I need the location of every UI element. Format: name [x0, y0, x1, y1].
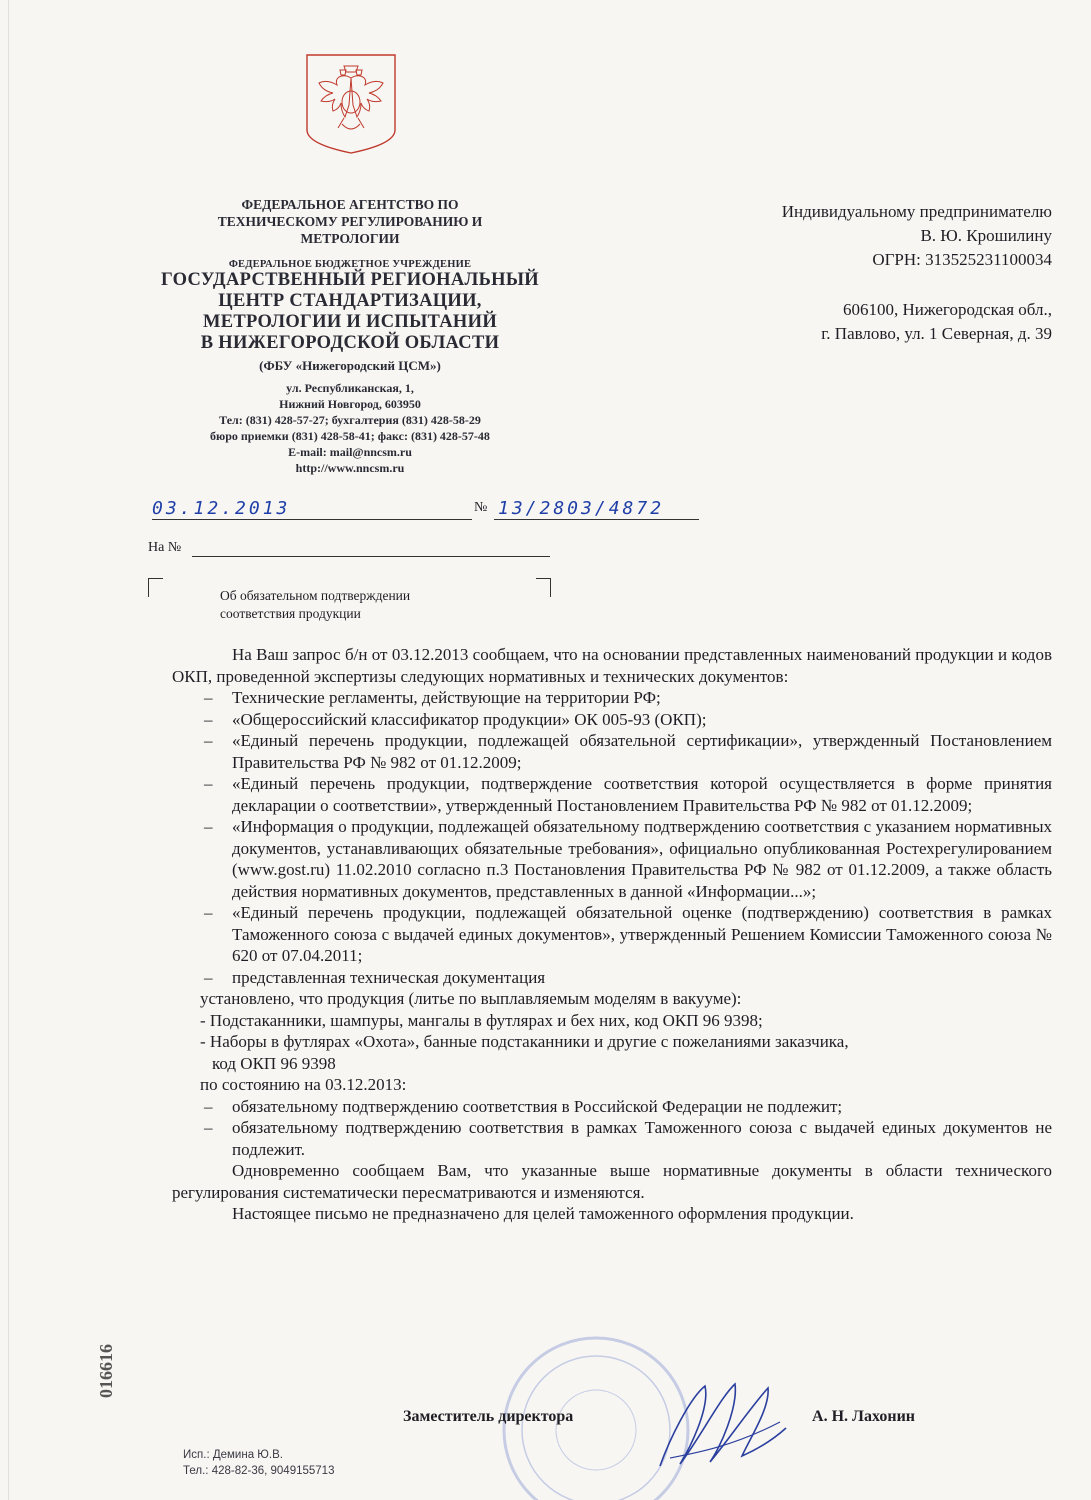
letter-body [172, 644, 1052, 1225]
state-line: по состоянию на 03.12.2013: [200, 1075, 407, 1094]
serial-number-area [94, 1330, 120, 1400]
institution-name: ГОСУДАРСТВЕННЫЙ РЕГИОНАЛЬНЫЙ ЦЕНТР СТАНДАРТИЗАЦИИ, МЕТРОЛОГИИ И ИСПЫТАНИЙ В НИЖЕГОРОДСКОЙ ОБЛАСТИ [160, 270, 539, 353]
recipient-name: В. Ю. Крошилину [920, 226, 1052, 245]
coat-of-arms-icon [304, 52, 398, 156]
reference-label: На № [148, 540, 182, 555]
recipient-block [652, 200, 1052, 346]
date-underline [152, 519, 472, 520]
purpose-paragraph: Настоящее письмо не предназначено для целей таможенного оформления продукции. [232, 1204, 854, 1223]
signatory-post: Заместитель директора [403, 1408, 574, 1425]
list-item: – Технические регламенты, действующие на территории РФ; [204, 688, 661, 707]
letter-subject: Об обязательном подтверждении соответствия продукции [220, 588, 411, 621]
registration-number: 13/2803/4872 [498, 498, 665, 519]
list-item: – «Единый перечень продукции, подтверждение соответствия которой осуществляется в форме принятия декларации о соответствии», утвержденный Постановлением Правительства РФ № 982 от 01.12.2009; [204, 774, 1052, 815]
agency-name: ФЕДЕРАЛЬНОЕ АГЕНТСТВО ПО ТЕХНИЧЕСКОМУ РЕГУЛИРОВАНИЮ И МЕТРОЛОГИИ [217, 197, 483, 246]
intro-paragraph: На Ваш запрос б/н от 03.12.2013 сообщаем, что на основании представленных наименований продукции и кодов ОКП, проведенной экспертизы следующих нормативных и технических документов: [172, 645, 1052, 686]
subject-bracket-right [536, 578, 551, 597]
list-item: – «Информация о продукции, подлежащей обязательному подтверждению соответствия с указанием нормативных документов, устанавливающих обязательные требования», официально опубликованная Ростехрегулированием (www.gost.ru) 11.02.2010 согласно п.3 Постановления Правительства РФ № 982 от 01.12.2009, а также область действия нормативных документов, представленных в данной «Информации...»; [204, 817, 1052, 901]
executor-phone: Тел.: 428-82-36, 9049155713 [183, 1465, 335, 1477]
handwritten-signature [650, 1378, 790, 1470]
executor-name: Исп.: Демина Ю.В. [183, 1449, 283, 1461]
recipient-ogrn: ОГРН: 313525231100034 [872, 250, 1052, 269]
list-item: – «Единый перечень продукции, подлежащей обязательной оценке (подтверждению) соответствия в рамках Таможенного союза с выдачей единых документов», утвержденный Решением Комиссии Таможенного союза № 620 от 07.04.2011; [204, 903, 1052, 965]
list-item: – «Общероссийский классификатор продукции» ОК 005-93 (ОКП); [204, 709, 707, 729]
established-line: установлено, что продукция (литье по выплавляемым моделям в вакууме): [200, 989, 742, 1008]
sender-header [150, 196, 550, 476]
reference-underline [192, 556, 550, 557]
list-item: – представленная техническая документация [204, 967, 546, 987]
recipient-address: 606100, Нижегородская обл., [842, 300, 1052, 319]
form-serial-number: 016616 [96, 1344, 116, 1398]
registration-line [148, 498, 665, 522]
notice-paragraph: Одновременно сообщаем Вам, что указанные выше нормативные документы в области технического регулирования систематически пересматриваются и изменяются. [172, 1161, 1052, 1202]
list-item: – «Единый перечень продукции, подлежащей обязательной сертификации», утвержденный Постановлением Правительства РФ № 982 от 01.12.2009; [204, 731, 1052, 772]
website-text: http://www.nncsm.ru [295, 461, 405, 475]
number-underline [494, 519, 699, 520]
email-text: E-mail: mail@nncsm.ru [288, 445, 412, 459]
product-line: - Подстаканники, шампуры, мангалы в футлярах и бех них, код ОКП 96 9398; [200, 1010, 763, 1030]
code-line: код ОКП 96 9398 [212, 1053, 336, 1073]
institution-abbr: (ФБУ «Нижегородский ЦСМ») [259, 358, 441, 373]
sender-address: ул. Республиканская, 1, Нижний Новгород, 603950 Тел: (831) 428-57-27; бухгалтерия (831) 428-58-29 бюро приемки (831) 428-58-41; факс: (831) 428-57-48 E-mail: mail@nncsm.ru http://www.nncsm.ru [150, 380, 550, 476]
executor-info [183, 1447, 334, 1479]
number-prefix: № [474, 500, 488, 515]
institution-type: ФЕДЕРАЛЬНОЕ БЮДЖЕТНОЕ УЧРЕЖДЕНИЕ [228, 259, 472, 270]
product-line: - Наборы в футлярах «Охота», банные подстаканники и другие с пожеланиями заказчика, [200, 1032, 849, 1051]
scan-edge-line [8, 0, 9, 1500]
recipient-title: Индивидуальному предпринимателю [781, 202, 1052, 221]
subject-bracket-left [148, 578, 163, 597]
recipient-address: г. Павлово, ул. 1 Северная, д. 39 [821, 324, 1052, 343]
conclusion-item: – обязательному подтверждению соответствия в рамках Таможенного союза с выдачей единых документов не подлежит. [204, 1118, 1052, 1159]
signatory-name: А. Н. Лахонин [812, 1408, 915, 1425]
conclusion-item: – обязательному подтверждению соответствия в Российской Федерации не подлежит; [204, 1096, 843, 1116]
registration-date: 03.12.2013 [152, 498, 291, 519]
